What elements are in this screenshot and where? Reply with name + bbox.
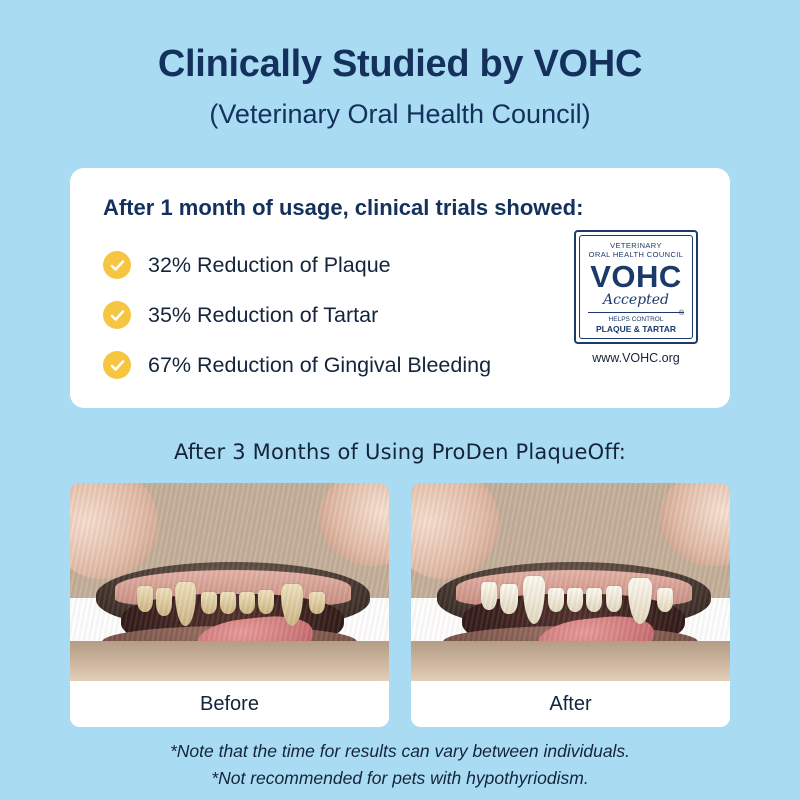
- before-label: Before: [70, 681, 389, 727]
- seal-plaque-tartar: PLAQUE & TARTAR: [596, 324, 676, 335]
- check-icon: [103, 301, 131, 329]
- list-item: [103, 240, 563, 290]
- divider: [588, 312, 684, 313]
- seal-line-2: ORAL HEALTH COUNCIL: [588, 250, 684, 260]
- seal-line-1: VETERINARY: [610, 241, 662, 250]
- page-subtitle: (Veterinary Oral Health Council): [209, 98, 591, 129]
- clinical-results-card: [70, 168, 730, 408]
- list-item: [103, 340, 563, 390]
- header: [0, 0, 800, 129]
- stats-list: [103, 240, 563, 390]
- footnote-1: *Note that the time for results can vary between individuals.: [169, 741, 631, 761]
- card-title: After 1 month of usage, clinical trials showed:: [103, 195, 584, 220]
- after-photo-card: [411, 483, 730, 727]
- vohc-url: www.VOHC.org: [592, 351, 680, 365]
- vohc-seal: [568, 230, 704, 365]
- page-title: Clinically Studied by VOHC: [157, 43, 643, 85]
- before-photo-card: [70, 483, 389, 727]
- comparison-photos: [70, 483, 730, 727]
- stat-label: 32% Reduction of Plaque: [148, 252, 391, 277]
- check-icon: [103, 351, 131, 379]
- dog-teeth-before-photo: [70, 483, 389, 681]
- seal-wordmark: VOHC: [590, 258, 682, 294]
- registered-mark-icon: ®: [678, 310, 684, 317]
- dog-teeth-after-photo: [411, 483, 730, 681]
- after-label: After: [411, 681, 730, 727]
- check-icon: [103, 251, 131, 279]
- vohc-seal-badge: [574, 230, 698, 344]
- seal-helps-control: HELPS CONTROL: [608, 315, 664, 323]
- stat-label: 67% Reduction of Gingival Bleeding: [148, 352, 492, 377]
- footnote-2: *Not recommended for pets with hypothyriodism.: [211, 768, 589, 789]
- list-item: [103, 290, 563, 340]
- comparison-caption: After 3 Months of Using ProDen PlaqueOff:: [173, 440, 627, 464]
- stat-label: 35% Reduction of Tartar: [148, 302, 379, 327]
- seal-accepted-text: Accepted: [603, 291, 669, 308]
- footnotes: [0, 738, 800, 792]
